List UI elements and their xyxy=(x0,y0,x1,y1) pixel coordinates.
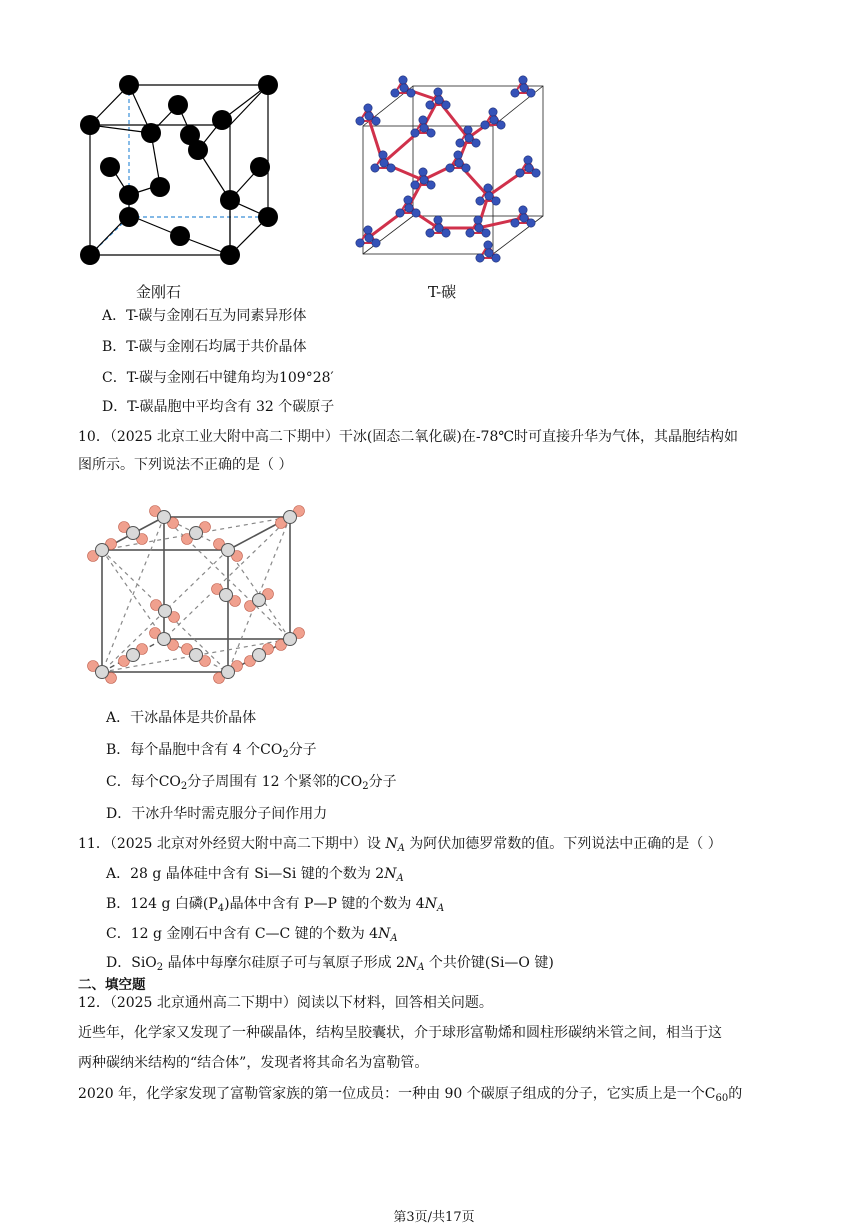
q9-option-d xyxy=(102,397,334,417)
q9-option-b xyxy=(102,337,307,357)
na-symbol: $N_A$ xyxy=(385,836,405,854)
q9-option-d-letter: D． xyxy=(102,399,128,415)
diamond-caption: 金刚石 xyxy=(136,283,182,301)
q11-option-b: B．124 g 白磷$(P_4)$晶体中含有 P—P 键的个数为 $4N_A$ xyxy=(106,896,445,914)
q12-paragraph2: 2020 年，化学家发现了富勒管家族的第一位成员：一种由 90 个碳原子组成的分子，它实质上是一个$C_{60}$的 xyxy=(78,1086,743,1104)
co2-co: CO xyxy=(158,774,181,790)
q10-option-a: A．干冰晶体是共价晶体 xyxy=(106,710,257,726)
q9-option-a-text: T-碳与金刚石互为同素异形体 xyxy=(126,308,307,324)
q10-option-b xyxy=(106,740,317,760)
co2-sub: 2 xyxy=(282,749,289,760)
q10-option-d: D．干冰升华时需克服分子间作用力 xyxy=(106,806,328,822)
q11-stem xyxy=(78,834,722,854)
co2-co: CO xyxy=(260,742,283,758)
c60-formula: $C_{60}$ xyxy=(704,1086,729,1104)
q12-paragraph1-line1: 近些年，化学家又发现了一种碳晶体，结构呈胶囊状，介于球形富勒烯和圆柱形碳纳米管之间，相当于这 xyxy=(78,1025,722,1041)
section-heading-fill-in: 二、填空题 xyxy=(78,977,146,993)
na-symbol: $N_A$ xyxy=(384,866,404,884)
na-symbol: $N_A$ xyxy=(378,926,398,944)
q9-option-d-text: T-碳晶胞中平均含有 32 个碳原子 xyxy=(127,399,335,415)
q9-option-c-letter: C． xyxy=(102,370,127,386)
co2-sub: 2 xyxy=(180,781,188,792)
q10-stem-line2: 图所示。下列说法不正确的是（ ） xyxy=(78,457,293,473)
co2-co: CO xyxy=(340,774,363,790)
q10-option-c-pre: C．每个 xyxy=(106,774,159,790)
q10-option-c-mid: 分子周围有 12 个紧邻的 xyxy=(187,774,341,790)
t-carbon-unit-cell-figure xyxy=(338,68,560,273)
q10-option-b-pre: B．每个晶胞中含有 4 个 xyxy=(106,742,261,758)
q9-option-b-letter: B． xyxy=(102,339,127,355)
q12-stem: 12．（2025 北京通州高二下期中）阅读以下材料，回答相关问题。 xyxy=(78,995,493,1011)
q10-option-c xyxy=(106,772,397,792)
q10-stem-line1: 10．（2025 北京工业大附中高二下期中）干冰(固态二氧化碳)在-78℃时可直接升华为气体，其晶胞结构如 xyxy=(78,429,739,445)
diamond-unit-cell-figure xyxy=(72,65,287,270)
q11-option-c: C．12 g 金刚石中含有 C—C 键的个数为 $4N_A$ xyxy=(106,926,398,944)
q11-stem-pre: 11．（2025 北京对外经贸大附中高二下期中）设 xyxy=(78,836,386,852)
q10-option-b-post: 分子 xyxy=(288,742,317,758)
na-symbol: $N_A$ xyxy=(404,955,425,973)
q9-option-a-letter: A． xyxy=(102,308,127,324)
q9-option-b-text: T-碳与金刚石均属于共价晶体 xyxy=(126,339,307,355)
q12-paragraph1-line2: 两种碳纳米结构的“结合体”，发现者将其命名为富勒管。 xyxy=(78,1055,429,1071)
t-carbon-caption: T-碳 xyxy=(428,283,457,301)
q11-stem-post: 为阿伏加德罗常数的值。下列说法中正确的是（ ） xyxy=(404,836,722,852)
q11-option-a: A．28 g 晶体硅中含有 Si—Si 键的个数为 $2N_A$ xyxy=(106,866,404,884)
q9-option-c xyxy=(102,368,334,388)
q9-option-a xyxy=(102,306,306,326)
co2-sub: 2 xyxy=(362,781,369,792)
q9-option-c-text: T-碳与金刚石中键角均为109°28′ xyxy=(126,370,334,386)
dry-ice-unit-cell-figure xyxy=(76,505,308,697)
q10-option-c-post: 分子 xyxy=(368,774,397,790)
q11-option-d: D．SiO$_2$ 晶体中每摩尔硅原子可与氧原子形成 $2N_A$ 个共价键(Si—O 键) xyxy=(106,955,554,973)
na-symbol: $N_A$ xyxy=(424,896,445,914)
page-footer: 第3页/共17页 xyxy=(393,1210,475,1225)
q10-option-b-co2 xyxy=(260,742,289,758)
